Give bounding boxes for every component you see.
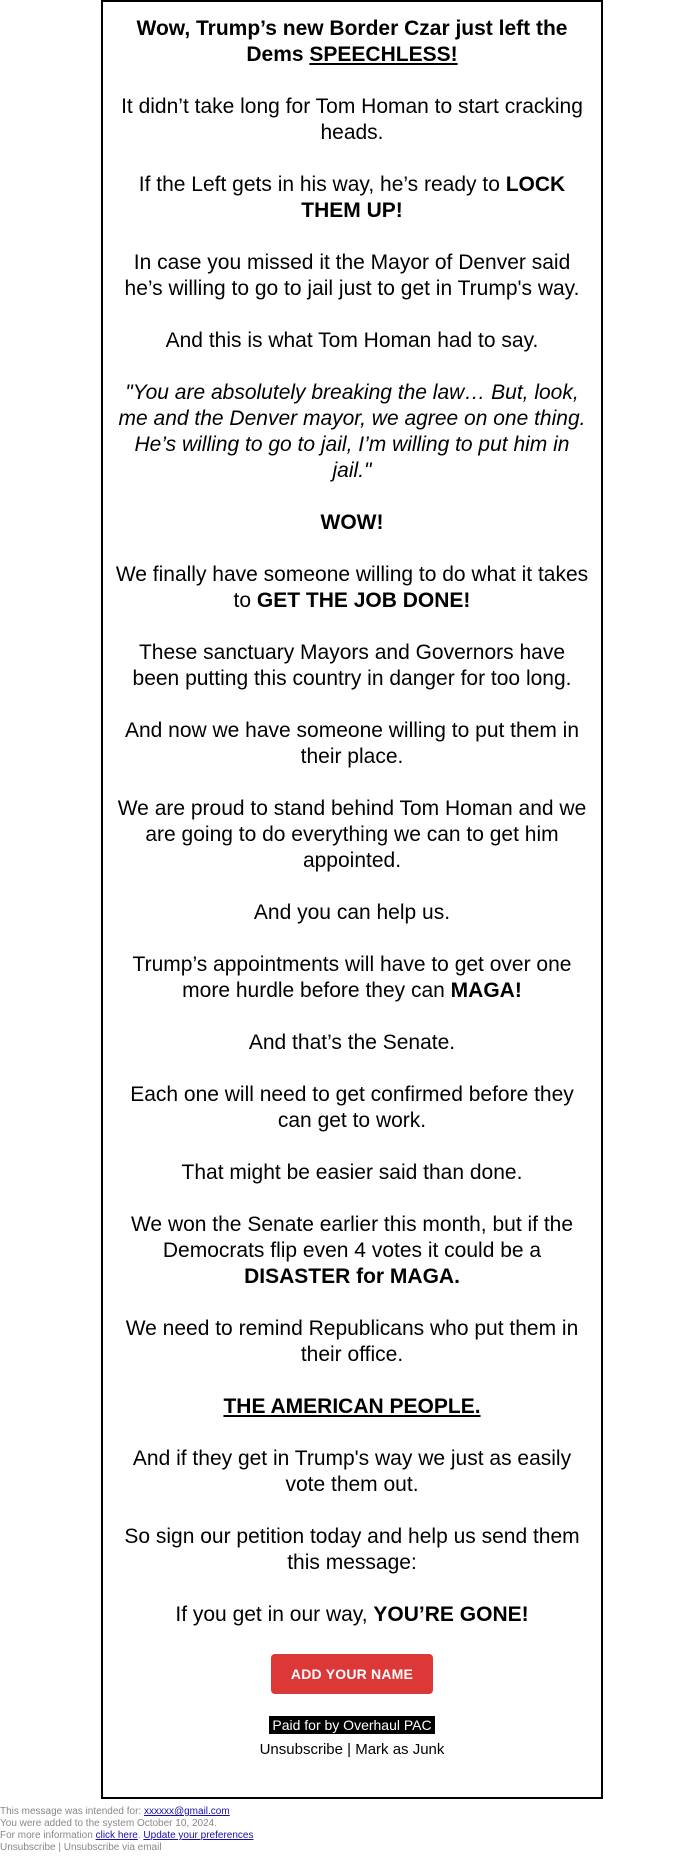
click-here-link[interactable]: click here [95, 1830, 138, 1841]
emphasis-job-done: GET THE JOB DONE! [256, 589, 471, 612]
paragraph-4: And this is what Tom Homan had to say. [165, 329, 539, 352]
paragraph-16: And if they get in Trump's way we just as easily vote them out. [132, 1447, 572, 1496]
paragraph-1: It didn’t take long for Tom Homan to start cracking heads. [121, 95, 583, 144]
paragraph-18: If you get in our way, YOU’RE GONE! [175, 1603, 529, 1626]
paragraph-15: We need to remind Republicans who put them in their office. [125, 1317, 579, 1366]
paragraph-7: And now we have someone willing to put them in their place. [124, 719, 580, 768]
paragraph-17: So sign our petition today and help us send them this message: [124, 1525, 580, 1574]
email-footer [0, 1806, 253, 1854]
mark-as-junk-link[interactable]: Mark as Junk [355, 1741, 445, 1758]
emphasis-disaster: DISASTER for MAGA. [244, 1265, 460, 1288]
headline [113, 16, 591, 68]
recipient-email-link[interactable]: xxxxxx@gmail.com [143, 1806, 230, 1817]
paragraph-11: And that’s the Senate. [248, 1031, 456, 1054]
paragraph-10: Trump’s appointments will have to get over one more hurdle before they can MAGA! [132, 953, 572, 1002]
headline-underlined: SPEECHLESS! [309, 43, 458, 66]
unsubscribe-link[interactable]: Unsubscribe [259, 1741, 343, 1758]
email-body [101, 0, 603, 1799]
update-preferences-link[interactable]: Update your preferences [143, 1830, 254, 1841]
paragraph-8: We are proud to stand behind Tom Homan and we are going to do everything we can to get him appointed. [117, 797, 587, 872]
footer-line-unsubscribe[interactable]: Unsubscribe | Unsubscribe via email [0, 1842, 162, 1853]
paragraph-6: These sanctuary Mayors and Governors have been putting this country in danger for too long. [132, 641, 572, 690]
paragraph-12: Each one will need to get confirmed before they can get to work. [130, 1083, 574, 1132]
emphasis-youre-gone: YOU’RE GONE! [373, 1603, 529, 1626]
american-people-line: THE AMERICAN PEOPLE. [223, 1395, 481, 1418]
add-your-name-button[interactable]: ADD YOUR NAME [271, 1654, 433, 1694]
homan-quote: "You are absolutely breaking the law… But, look, me and the Denver mayor, we agree on one thing. He’s willing to go to jail, I’m willing to put him in jail." [118, 381, 586, 482]
paragraph-13: That might be easier said than done. [181, 1161, 523, 1184]
unsubscribe-line: Unsubscribe | Mark as Junk [259, 1741, 445, 1758]
paragraph-9: And you can help us. [253, 901, 451, 924]
paragraph-3: In case you missed it the Mayor of Denver said he’s willing to go to jail just to get in Trump's way. [124, 251, 580, 300]
footer-line-added: You were added to the system October 10, 2024. [0, 1818, 217, 1829]
paragraph-2: If the Left gets in his way, he’s ready to LOCK THEM UP! [138, 173, 566, 222]
paid-for-disclaimer: Paid for by Overhaul PAC [269, 1716, 434, 1734]
cta-container [113, 1654, 591, 1694]
footer-line-intended: This message was intended for: xxxxxx@gmail.com [0, 1806, 230, 1817]
emphasis-lock-them-up: LOCK THEM UP! [301, 173, 566, 222]
paid-for-container [113, 1716, 591, 1740]
emphasis-maga: MAGA! [450, 979, 522, 1002]
footer-line-info: For more information click here. Update your preferences [0, 1830, 254, 1841]
headline-text: Wow, Trump’s new Border Czar just left the Dems [136, 17, 568, 66]
paragraph-5: We finally have someone willing to do what it takes to GET THE JOB DONE! [115, 563, 589, 612]
wow-line: WOW! [320, 511, 384, 534]
paragraph-14: We won the Senate earlier this month, but if the Democrats flip even 4 votes it could be a DISASTER for MAGA. [130, 1213, 574, 1288]
